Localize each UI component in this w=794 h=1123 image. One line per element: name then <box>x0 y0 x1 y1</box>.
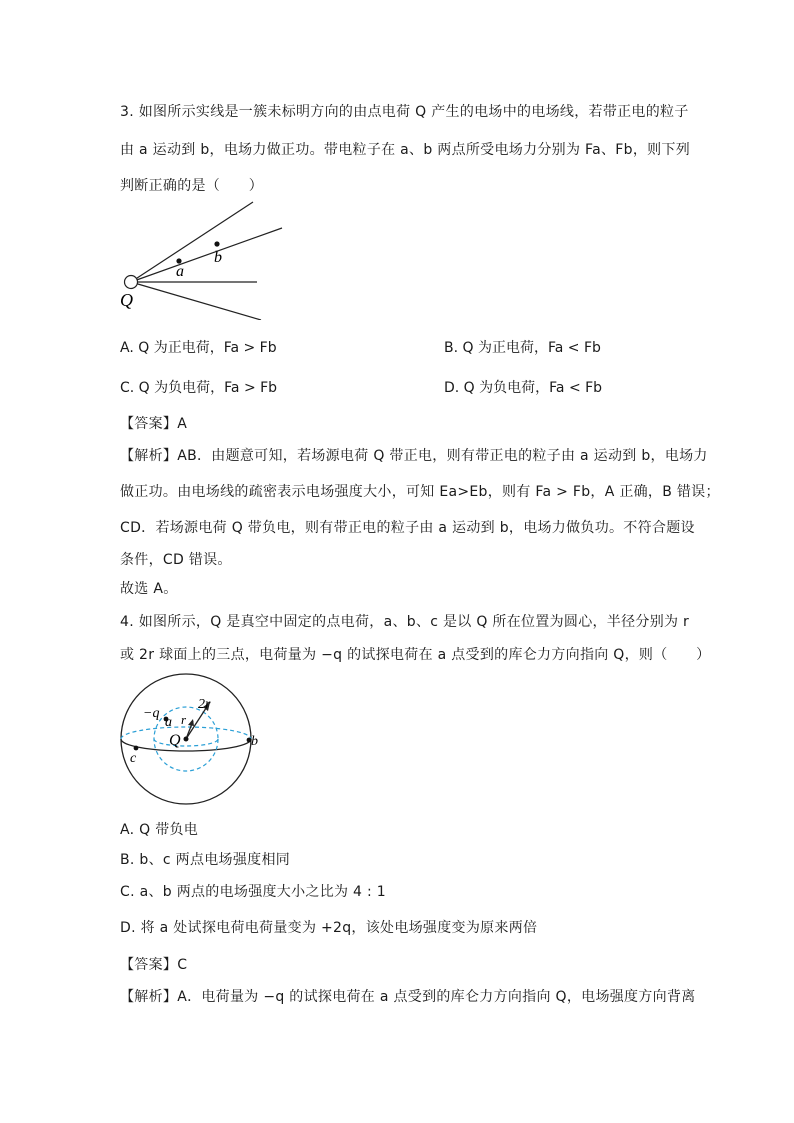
q3-field-line-figure <box>110 195 290 320</box>
q3-option-d: D. Q 为负电荷，Fa < Fb <box>444 380 603 396</box>
point-q-dot <box>184 737 189 742</box>
q3-stem-line-3: 判断正确的是（ ） <box>120 178 263 194</box>
label-2r: 2r <box>198 697 211 712</box>
label-b: b <box>251 734 258 749</box>
label-neg-q: −q <box>143 706 160 721</box>
label-a: a <box>165 715 172 730</box>
q3-analysis-line-2: 做正功。由电场线的疏密表示电场强度大小，可知 Ea>Eb，则有 Fa > Fb，A 正确，B 错误； <box>120 484 720 500</box>
charge-q-marker <box>125 276 138 289</box>
q3-analysis-line-3: CD．若场源电荷 Q 带负电，则有带正电的粒子由 a 运动到 b，电场力做负功。不符合题设 <box>120 520 695 536</box>
label-a: a <box>176 263 184 280</box>
q3-option-a: A. Q 为正电荷，Fa > Fb <box>120 340 277 356</box>
field-line-4 <box>131 282 261 320</box>
field-line-1 <box>131 202 253 282</box>
q4-stem-line-2: 或 2r 球面上的三点，电荷量为 −q 的试探电荷在 a 点受到的库仑力方向指向 Q，则（ ） <box>120 647 711 663</box>
q3-answer: 【答案】A <box>120 416 188 432</box>
radius-r-arrowhead <box>188 719 194 726</box>
q4-option-b: B. b、c 两点电场强度相同 <box>120 852 291 868</box>
label-c: c <box>130 751 137 766</box>
q4-option-c: C. a、b 两点的电场强度大小之比为 4 : 1 <box>120 884 386 900</box>
label-r: r <box>181 712 187 727</box>
q3-stem-line-2: 由 a 运动到 b，电场力做正功。带电粒子在 a、b 两点所受电场力分别为 Fa、Fb，则下列 <box>120 142 691 158</box>
label-b: b <box>214 249 222 266</box>
q3-stem-line-1: 3. 如图所示实线是一簇未标明方向的由点电荷 Q 产生的电场中的电场线，若带正电的粒子 <box>120 104 689 120</box>
q3-analysis-line-5: 故选 A。 <box>120 581 178 597</box>
point-c-dot <box>134 746 139 751</box>
q3-analysis-line-1: 【解析】AB．由题意可知，若场源电荷 Q 带正电，则有带正电的粒子由 a 运动到 b，电场力 <box>120 448 708 464</box>
q4-analysis-line-1: 【解析】A．电荷量为 −q 的试探电荷在 a 点受到的库仑力方向指向 Q，电场强度方向背离 <box>120 989 696 1005</box>
q4-sphere-figure <box>110 668 275 810</box>
q4-option-a: A. Q 带负电 <box>120 822 199 838</box>
q4-answer: 【答案】C <box>120 957 188 973</box>
q3-option-b: B. Q 为正电荷，Fa < Fb <box>444 340 601 356</box>
label-q: Q <box>120 290 133 310</box>
field-line-2 <box>131 228 282 282</box>
q4-option-d: D. 将 a 处试探电荷电荷量变为 +2q，该处电场强度变为原来两倍 <box>120 920 538 936</box>
q4-stem-line-1: 4. 如图所示，Q 是真空中固定的点电荷，a、b、c 是以 Q 所在位置为圆心，半径分别为 r <box>120 614 690 630</box>
point-b-dot <box>214 241 219 246</box>
q3-analysis-line-4: 条件，CD 错误。 <box>120 552 232 568</box>
label-q: Q <box>169 732 181 749</box>
q3-option-c: C. Q 为负电荷，Fa > Fb <box>120 380 278 396</box>
